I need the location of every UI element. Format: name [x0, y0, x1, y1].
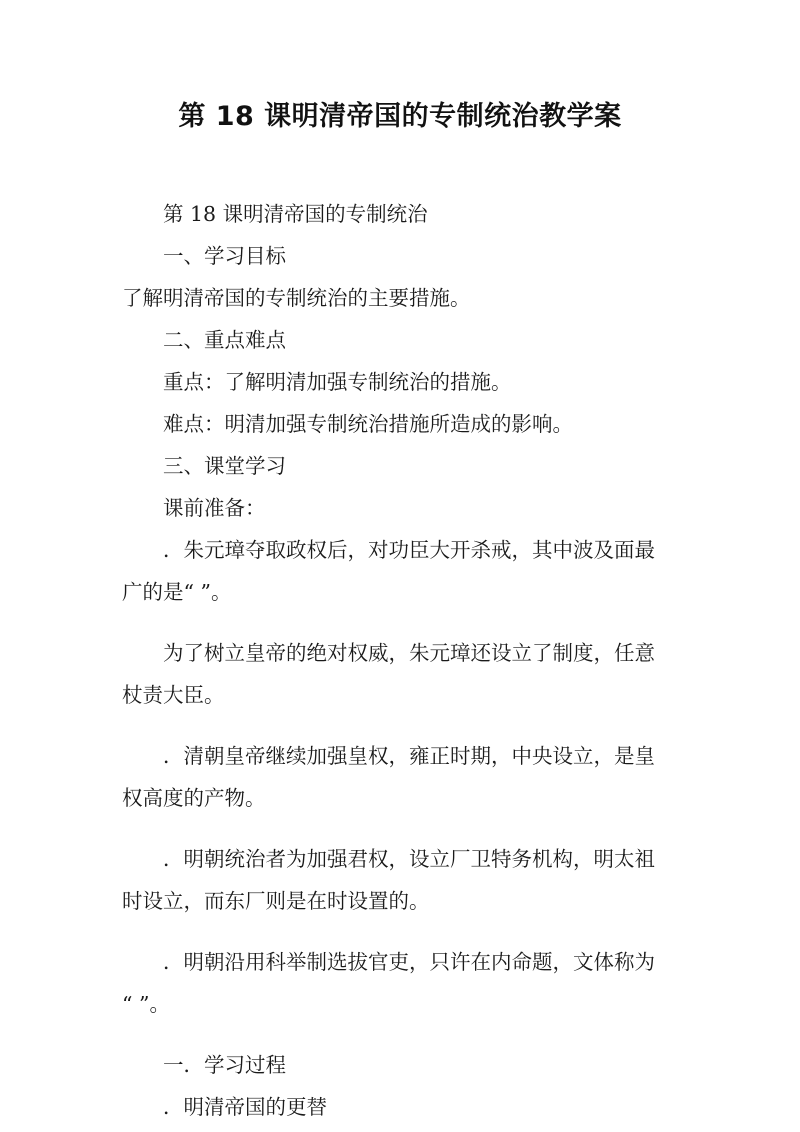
section-heading-process: 一．学习过程	[163, 1053, 286, 1077]
question-2-line-1: ．清朝皇帝继续加强皇权，雍正时期，中央设立，是皇	[163, 744, 655, 768]
paragraph-dynasty-change: ．明清帝国的更替	[163, 1095, 327, 1119]
document-title: 第 18 课明清帝国的专制统治教学案	[178, 101, 622, 132]
paragraph-gap	[122, 716, 702, 735]
question-4-line-1: ．明朝沿用科举制选拔官吏，只许在内命题，文体称为	[163, 950, 655, 974]
question-3-line-1: ．明朝统治者为加强君权，设立厂卫特务机构，明太祖	[163, 847, 655, 871]
paragraph-key-point: 重点：了解明清加强专制统治的措施。	[163, 370, 512, 394]
lesson-heading: 第 18 课明清帝国的专制统治	[163, 202, 428, 226]
question-1-line-2: 广的是“ ”。	[122, 580, 232, 604]
paragraph-authority-line-2: 杖责大臣。	[122, 683, 225, 707]
paragraph-gap	[122, 1025, 702, 1044]
question-1-line-1: ．朱元璋夺取政权后，对功臣大开杀戒，其中波及面最	[163, 538, 655, 562]
paragraph-authority-line-1: 为了树立皇帝的绝对权威，朱元璋还设立了制度，任意	[163, 641, 655, 665]
paragraph-gap	[122, 819, 702, 838]
section-heading-classroom: 三、课堂学习	[163, 454, 286, 478]
question-2-line-2: 权高度的产物。	[122, 786, 266, 810]
question-4-line-2: “ ”。	[122, 992, 170, 1016]
paragraph-preparation: 课前准备：	[163, 496, 266, 520]
section-heading-objectives: 一、学习目标	[163, 244, 286, 268]
paragraph-gap	[122, 613, 702, 632]
document-body	[122, 193, 702, 1128]
question-3-line-2: 时设立，而东厂则是在时设置的。	[122, 889, 430, 913]
paragraph-difficulty: 难点：明清加强专制统治措施所造成的影响。	[163, 412, 573, 436]
paragraph-objective: 了解明清帝国的专制统治的主要措施。	[122, 286, 471, 310]
paragraph-gap	[122, 922, 702, 941]
section-heading-key-points: 二、重点难点	[163, 328, 286, 352]
